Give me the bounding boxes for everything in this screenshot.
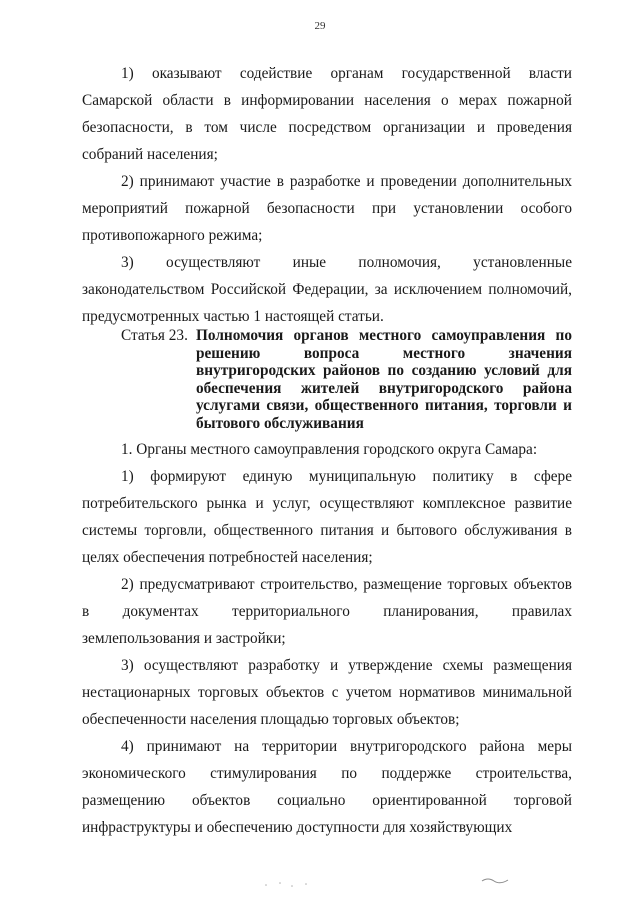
paragraph-2: 2) принимают участие в разработке и проведении дополнительных мероприятий пожарной безопасности при установлении особого противопожарного режима; <box>82 173 572 244</box>
article-title: Полномочия органов местного самоуправления по решению вопроса местного значения внутригородских районов по созданию условий для обеспечения жителей внутригородского района услугами связи, общественного питания, торговли и бытового обслуживания <box>196 327 572 432</box>
article-number: Статья 23. <box>121 327 188 344</box>
scan-artifact-dots <box>262 880 322 888</box>
paragraph-8: 4) принимают на территории внутригородского района меры экономического стимулирования по поддержке строительства, размещению объектов социально ориентированной торговой инфраструктуры и обеспечению доступности для хозяйствующих <box>82 738 572 836</box>
scan-artifact-mark <box>480 876 510 884</box>
article-heading <box>82 327 572 433</box>
paragraph-4: 1. Органы местного самоуправления городского округа Самара: <box>121 441 538 458</box>
paragraph-7: 3) осуществляют разработку и утверждение схемы размещения нестационарных торговых объектов с учетом нормативов минимальной обеспеченности населения площадью торговых объектов; <box>82 657 572 728</box>
paragraph-3: 3) осуществляют иные полномочия, установленные законодательством Российской Федерации, за исключением полномочий, предусмотренных частью 1 настоящей статьи. <box>82 254 572 325</box>
bottom-section <box>82 436 572 841</box>
paragraph-5: 1) формируют единую муниципальную политику в сфере потребительского рынка и услуг, осуществляют комплексное развитие системы торговли, общественного питания и бытового обслуживания в целях обеспечения потребностей населения; <box>82 468 572 566</box>
paragraph-6: 2) предусматривают строительство, размещение торговых объектов в документах территориального планирования, правилах землепользования и застройки; <box>82 576 572 647</box>
page-number: 29 <box>314 20 326 32</box>
paragraph-1: 1) оказывают содействие органам государственной власти Самарской области в информировании населения о мерах пожарной безопасности, в том числе посредством организации и проведения собраний населения; <box>82 65 572 163</box>
top-section <box>82 60 572 330</box>
